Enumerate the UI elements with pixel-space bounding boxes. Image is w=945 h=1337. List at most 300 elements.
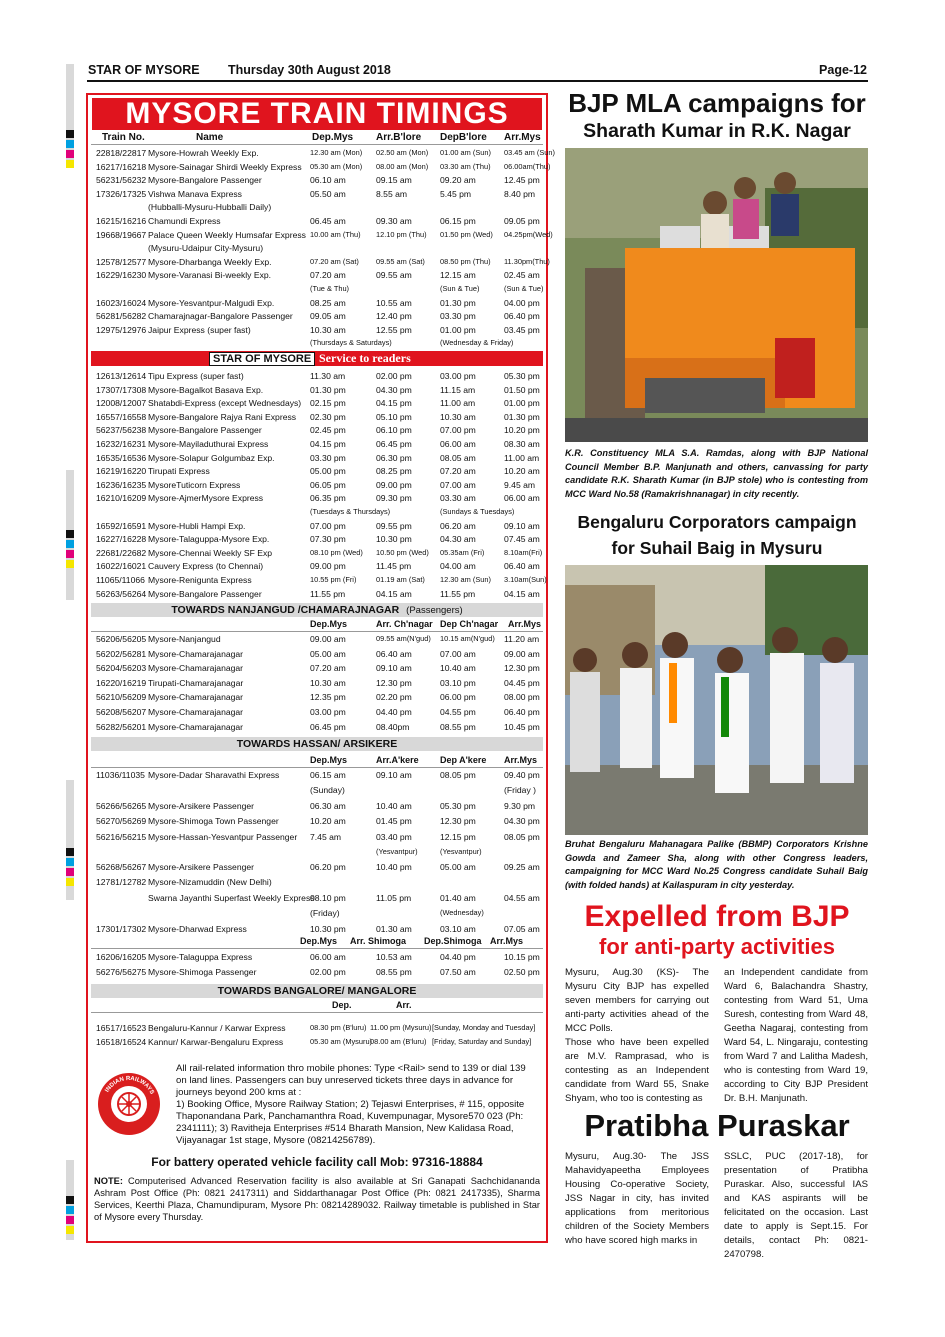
divider: [91, 767, 543, 768]
time-3: 07.00 am: [440, 648, 476, 659]
time-1: 06.15 am: [310, 770, 346, 780]
train-name: Tirupati Express: [148, 466, 210, 477]
train-row: [88, 256, 550, 270]
time-4: 02.45 am: [504, 270, 540, 281]
time-2: 02.00 pm: [376, 371, 412, 381]
time-2: 11.00 pm (Mysuru): [370, 1023, 432, 1032]
time-3: 08.05 pm: [440, 770, 476, 780]
time-4: 04.45 pm: [504, 677, 540, 688]
column-header: Arr.Mys: [504, 755, 538, 765]
time-1: 06.10 am: [310, 175, 346, 186]
time-4: 05.30 pm: [504, 371, 540, 381]
time-1: 08.30 pm (B'luru): [310, 1023, 367, 1032]
time-3: 04.40 pm: [440, 952, 476, 962]
time-1: 09.00 pm: [310, 561, 346, 572]
ramdas-campaign-photo: [565, 148, 868, 442]
issue-date: Thursday 30th August 2018: [228, 63, 391, 77]
train-row: [88, 832, 546, 845]
time-1: (Tuesdays & Thursdays): [310, 507, 391, 516]
train-number: 16219/16220: [96, 466, 147, 477]
column-header: Dep.: [332, 1000, 352, 1010]
time-3: 05.35am (Fri): [440, 547, 485, 557]
time-1: 02.30 pm: [310, 411, 346, 422]
train-row: [88, 216, 546, 229]
reservation-note: [94, 1175, 540, 1223]
train-row: [88, 952, 546, 965]
column-header: Arr. Ch'nagar: [376, 619, 433, 629]
train-timings-title: MYSORE TRAIN TIMINGS: [92, 98, 542, 130]
time-3: 11.15 am: [440, 384, 476, 395]
train-number: 11036/11035: [96, 770, 145, 780]
train-row: [88, 692, 546, 705]
time-2: 06.30 pm: [376, 452, 412, 463]
train-name: (Mysuru-Udaipur City-Mysuru): [148, 243, 264, 254]
train-name: Mysore-Shimoga Town Passenger: [148, 816, 279, 826]
time-1: 07.30 pm: [310, 534, 346, 545]
color-swatch: [66, 550, 74, 558]
time-4: 04.00 pm: [504, 297, 540, 308]
time-2: 10.40 am: [376, 801, 412, 811]
story3-headline-1: Expelled from BJP: [584, 900, 850, 933]
time-3: 07.00 am: [440, 479, 476, 490]
time-2: 12.40 pm: [376, 311, 412, 322]
time-3: 12.30 am (Sun): [440, 575, 491, 584]
train-number: 16210/16209: [96, 493, 147, 504]
time-3: 03.10 am: [440, 924, 476, 934]
train-name: Mysore-Bangalore Rajya Rani Express: [148, 411, 297, 422]
time-1: (Sunday): [310, 785, 345, 795]
train-number: 56231/56232: [96, 175, 147, 186]
time-1: 09.05 am: [310, 311, 346, 322]
time-3: 06.00 pm: [440, 692, 476, 703]
color-swatch: [66, 130, 74, 138]
train-row: [88, 862, 546, 875]
train-number: 56266/56265: [96, 801, 147, 811]
train-name: Mysore-Nanjangud: [148, 634, 221, 644]
time-1: 02.00 pm: [310, 967, 346, 977]
emblem-text: INDIAN RAILWAYS: [104, 1075, 155, 1096]
train-number: 56210/56209: [96, 692, 147, 703]
time-3: 04.55 pm: [440, 707, 476, 717]
nanjangud-section-title: TOWARDS NANJANGUD /CHAMARAJNAGAR (Passengers): [91, 603, 543, 617]
color-swatch: [66, 868, 74, 876]
time-4: (Friday ): [504, 785, 536, 795]
train-number: 16236/16235: [96, 479, 147, 490]
time-2: (Yesvantpur): [376, 847, 418, 856]
train-row: [88, 243, 546, 256]
time-4: 8.10am(Fri): [504, 547, 543, 557]
column-header: Dep Ch'nagar: [440, 619, 499, 629]
train-number: 17307/17308: [96, 384, 147, 395]
train-name: Vishwa Manava Express: [148, 188, 242, 199]
time-4: 09.10 am: [504, 520, 540, 531]
column-header: Name: [196, 132, 224, 143]
time-3: 08.05 am: [440, 452, 476, 463]
column-header: Dep A'kere: [440, 755, 487, 765]
divider: [91, 144, 543, 145]
train-name: Tipu Express (super fast): [148, 371, 244, 381]
column-header: DepB'lore: [440, 132, 487, 143]
story1-headline-1: BJP MLA campaigns for: [568, 88, 866, 118]
time-1: 06.45 pm: [310, 721, 346, 732]
time-3: 01.40 am: [440, 893, 476, 903]
rail-info-para-1: All rail-related information thro mobile phones: Type <Rail> send to 139 or dial 139 on land lines. Passengers can buy unreserved tickets three days in advance for journeys beyond 200 kms at :: [176, 1063, 526, 1098]
train-name: Mysore-AjmerMysore Express: [148, 493, 264, 504]
time-1: 05.30 am (Mon): [310, 161, 363, 171]
train-name: Shatabdi-Express (except Wednesdays): [148, 398, 302, 409]
bangalore-section-title: TOWARDS BANGALORE/ MANGALORE: [91, 984, 543, 998]
story3-headline-2: for anti-party activities: [599, 934, 835, 959]
train-name: Mysore-Bangalore Passenger: [148, 588, 262, 599]
time-4: 10.45 pm: [504, 721, 540, 732]
train-row: [88, 908, 546, 921]
time-2: 08.40pm: [376, 721, 410, 732]
column-header: Train No.: [102, 132, 145, 143]
story4-headline: Pratibha Puraskar: [584, 1108, 850, 1143]
train-name: Kannur/ Karwar-Bengaluru Express: [148, 1037, 284, 1047]
train-row: [88, 202, 546, 215]
train-row: [88, 148, 555, 161]
time-2: 12.30 pm: [376, 677, 412, 688]
train-row: [88, 521, 546, 534]
train-row: [88, 480, 546, 493]
time-1: 06.05 pm: [310, 479, 346, 490]
train-row: [88, 589, 546, 602]
color-swatch: [66, 1226, 74, 1234]
time-2: 04.15 am: [376, 588, 412, 599]
train-number: 12008/12007: [96, 398, 147, 409]
column-header: Dep.Mys: [300, 936, 338, 946]
column-header: Arr.Mys: [508, 619, 542, 629]
time-4: 08.00 pm: [504, 692, 540, 703]
time-4: 07.05 am: [504, 924, 540, 934]
time-3: 03.30 pm: [440, 311, 476, 322]
train-row: [88, 534, 546, 547]
time-1: 05.30 am (Mysuru): [310, 1037, 373, 1046]
train-row: [88, 548, 546, 561]
color-swatch: [66, 878, 74, 886]
train-number: 16592/16591: [96, 520, 147, 531]
train-name: MysoreTuticorn Express: [148, 479, 241, 490]
train-name: Swarna Jayanthi Superfast Weekly Express: [148, 893, 315, 903]
time-2: 02.50 am (Mon): [376, 148, 429, 157]
time-2: 09.55 pm: [376, 520, 412, 531]
time-3: 03.10 pm: [440, 677, 476, 688]
train-name: Mysore-Chamarajanagar: [148, 692, 244, 703]
train-name: Mysore-Bangalore Passenger: [148, 425, 262, 436]
time-2: 10.30 pm: [376, 534, 412, 545]
time-4: 01.30 pm: [504, 411, 540, 422]
train-number: 17301/17302: [96, 924, 147, 934]
time-1: (Friday): [310, 908, 340, 918]
page-number: Page-12: [819, 63, 867, 77]
train-name: Mysore-Chamarajanagar: [148, 663, 244, 674]
train-name: Mysore-Arsikere Passenger: [148, 862, 255, 872]
time-3: 06.15 pm: [440, 216, 476, 226]
train-number: 56237/56238: [96, 425, 147, 436]
time-2: 11.45 pm: [376, 561, 412, 572]
story3-column-2: an Independent candidate from Ward 6, Balachandra Shastry, contesting from Ward 51, Uma Suresh, contesting from Ward 48, Geetha Nagaraj, contesting from Ward 54, L. Ningaraju, contesting from Ward 7 and Lalitha Madesh, who is contesting from Ward 19, according to City BJP President Dr. B.H. Manjunath.: [724, 967, 868, 1104]
time-3: (Yesvantpur): [440, 847, 482, 856]
story2-headline-2: for Suhail Baig in Mysuru: [611, 538, 823, 558]
time-2: 8.55 am: [376, 188, 408, 199]
train-timings-box: [86, 93, 555, 1243]
train-row: [88, 175, 546, 188]
train-number: 56282/56201: [96, 721, 147, 732]
time-1: (Tue & Thu): [310, 284, 350, 293]
time-3: 10.30 am: [440, 411, 476, 422]
time-1: 07.20 am: [310, 270, 346, 281]
train-row: [88, 678, 546, 691]
train-number: 56281/56282: [96, 311, 147, 322]
time-2: 09.55 am (Sat): [376, 256, 425, 266]
time-3: 07.20 am: [440, 466, 476, 477]
time-3: 01.00 pm: [440, 324, 476, 335]
time-2: 06.10 pm: [376, 425, 412, 436]
train-row: [88, 493, 546, 506]
indian-railways-emblem: [98, 1073, 160, 1135]
train-name: Mysore-Dharwad Express: [148, 924, 247, 934]
star-of-mysore-logo: STAR OF MYSORE: [209, 352, 315, 366]
train-number: 12975/12976: [96, 324, 147, 335]
time-3: (Sun & Tue): [440, 284, 480, 293]
time-1: 06.30 am: [310, 801, 346, 811]
story3-column-1: Mysuru, Aug.30 (KS)- The Mysuru City BJP has expelled seven members for carrying out anti-party activities ahead of the MCC Polls. Those who have been expelled are M.V. Ramprasad, who is contesting as an Independent candidate from Ward 55, Snake Shyam, who too is contesting as: [565, 967, 709, 1104]
time-4: 03.45 am (Sun): [504, 148, 555, 157]
train-row: [88, 466, 546, 479]
color-swatch: [66, 1196, 74, 1204]
service-banner: [91, 351, 543, 366]
time-2: 04.15 pm: [376, 398, 412, 409]
time-1: 10.00 am (Thu): [310, 229, 361, 239]
time-1: (Thursdays & Saturdays): [310, 338, 392, 348]
time-2: 09.55 am(N'gud): [376, 634, 431, 643]
time-1: 03.00 pm: [310, 707, 346, 717]
time-4: 03.45 pm: [504, 324, 540, 335]
time-3: 10.15 am(N'gud): [440, 634, 495, 643]
time-1: 02.15 pm: [310, 398, 346, 409]
time-4: 11.30pm(Thu): [504, 256, 550, 266]
hassan-section-title: TOWARDS HASSAN/ ARSIKERE: [91, 737, 543, 751]
train-number: 56216/56215: [96, 832, 147, 842]
time-2: 11.05 pm: [376, 893, 412, 903]
train-row: [88, 722, 546, 735]
time-1: 08.10 pm (Wed): [310, 547, 363, 557]
time-1: 10.20 am: [310, 816, 346, 826]
time-4: 06.00am(Thu): [504, 161, 551, 171]
time-4: 10.20 pm: [504, 425, 540, 436]
service-text: Service to readers: [319, 351, 411, 365]
train-row: [88, 311, 546, 324]
train-row: [88, 877, 546, 890]
train-name: Mysore-Varanasi Bi-weekly Exp.: [148, 270, 272, 281]
train-number: 16232/16231: [96, 439, 147, 449]
time-3: 03.30 am (Thu): [440, 161, 491, 171]
note-label: NOTE:: [94, 1176, 123, 1186]
time-4: 04.55 am: [504, 893, 540, 903]
time-4: 01.00 pm: [504, 398, 540, 409]
page-header: [87, 60, 868, 82]
time-1: 11.30 am: [310, 371, 346, 381]
divider: [91, 948, 543, 949]
time-3: 01.30 pm: [440, 297, 476, 308]
time-1: 10.30 am: [310, 324, 346, 335]
time-2: 12.10 pm (Thu): [376, 229, 427, 239]
time-4: 06.40 pm: [504, 311, 540, 322]
train-number: 16206/16205: [96, 952, 147, 962]
paper-name: STAR OF MYSORE: [88, 63, 200, 77]
time-3: 07.50 am: [440, 967, 476, 977]
time-3: 07.00 pm: [440, 425, 476, 436]
train-name: Mysore-Bangalore Passenger: [148, 175, 262, 186]
train-row: [88, 785, 546, 798]
time-3: 09.20 am: [440, 175, 476, 186]
time-3: 01.00 am (Sun): [440, 148, 491, 157]
time-1: 07.20 am (Sat): [310, 256, 359, 266]
time-4: 06.00 am: [504, 493, 540, 504]
time-1: 10.30 pm: [310, 924, 346, 934]
train-name: Mysore-Mayiladuthurai Express: [148, 439, 269, 449]
column-header: Arr.A'kere: [376, 755, 419, 765]
train-row: [88, 398, 546, 411]
column-header: Dep.Mys: [310, 619, 348, 629]
time-3: 12.15 am: [440, 270, 476, 281]
train-row: [88, 425, 546, 438]
registration-strip-top: [66, 64, 74, 164]
time-1: 07.00 pm: [310, 520, 346, 531]
train-number: 19668/19667: [96, 229, 147, 240]
time-3: 04.00 am: [440, 561, 476, 572]
train-row: [88, 284, 546, 297]
time-2: 05.10 pm: [376, 411, 412, 422]
time-3: 11.55 pm: [440, 588, 476, 599]
train-name: Mysore-Hubli Hampi Exp.: [148, 520, 246, 531]
time-3: [Friday, Saturday and Sunday]: [432, 1037, 532, 1046]
time-3: 06.20 am: [440, 520, 476, 531]
time-3: 5.45 pm: [440, 188, 472, 199]
time-3: (Wednesday & Friday): [440, 338, 514, 348]
train-number: 16023/16024: [96, 297, 147, 308]
time-4: 10.20 am: [504, 466, 540, 477]
train-row: [88, 412, 546, 425]
train-number: 16217/16218: [96, 161, 147, 172]
time-1: 04.15 pm: [310, 439, 346, 449]
time-2: 04.40 pm: [376, 707, 412, 717]
train-name: Chamarajnagar-Bangalore Passenger: [148, 311, 293, 322]
time-2: 02.20 pm: [376, 692, 412, 703]
time-2: 09.55 am: [376, 270, 412, 281]
time-1: 01.30 pm: [310, 384, 346, 395]
time-4: 09.40 pm: [504, 770, 540, 780]
train-name: Mysore-Chennai Weekly SF Exp: [148, 547, 273, 558]
divider: [91, 1012, 543, 1013]
time-1: 05.50 am: [310, 188, 346, 199]
train-name: Mysore-Yesvantpur-Malgudi Exp.: [148, 297, 275, 308]
train-number: 16517/16523: [96, 1023, 147, 1033]
train-row: [88, 801, 546, 814]
color-swatch: [66, 140, 74, 148]
time-3: 04.30 am: [440, 534, 476, 545]
time-4: 08.30 am: [504, 439, 540, 449]
column-header: Arr.Mys: [490, 936, 524, 946]
suhail-baig-campaign-photo: [565, 565, 868, 835]
train-number: 12613/12614: [96, 371, 147, 381]
story4-column-2: SSLC, PUC (2017-18), for presentation of Pratibha Puraskar. Also, successful IAS and KAS aspirants will be felicitated on the occasion. Last date to apply is Sept.15. For details, contact Ph: 0821-2470798.: [724, 1151, 868, 1260]
train-name: Jaipur Express (super fast): [148, 324, 251, 335]
time-2: 01.30 am: [376, 924, 412, 934]
train-number: 22818/22817: [96, 148, 147, 158]
train-row: [88, 453, 546, 466]
train-row: [88, 439, 546, 452]
time-1: 06.45 am: [310, 216, 346, 226]
train-row: [88, 967, 546, 980]
train-number: 16557/16558: [96, 411, 147, 422]
time-3: 08.55 pm: [440, 721, 476, 732]
time-4: 06.40 pm: [504, 707, 540, 717]
time-3: 03.30 am: [440, 493, 476, 504]
train-row: [88, 893, 546, 906]
train-number: 56270/56269: [96, 816, 147, 826]
color-swatch: [66, 160, 74, 168]
train-name: Mysore-Dadar Sharavathi Express: [148, 770, 280, 780]
train-number: 56206/56205: [96, 634, 147, 644]
time-3: 06.00 am: [440, 439, 476, 449]
color-swatch: [66, 1206, 74, 1214]
time-2: 10.40 pm: [376, 862, 412, 872]
train-number: 12578/12577: [96, 256, 147, 267]
train-name: Mysore-Talaguppa-Mysore Exp.: [148, 534, 270, 545]
color-swatch: [66, 560, 74, 568]
train-row: [88, 770, 546, 783]
time-3: [Sunday, Monday and Tuesday]: [432, 1023, 536, 1032]
train-name: (Hubballi-Mysuru-Hubballi Daily): [148, 202, 272, 213]
time-4: 08.05 pm: [504, 832, 540, 842]
time-2: 10.50 pm (Wed): [376, 547, 429, 557]
train-row: [88, 634, 546, 647]
time-4: 02.50 pm: [504, 967, 540, 977]
time-2: 09.15 am: [376, 175, 412, 186]
train-number: 12781/12782: [96, 877, 147, 887]
train-number: 56263/56264: [96, 588, 147, 599]
time-4: 04.15 am: [504, 588, 540, 599]
train-name: Mysore-Arsikere Passenger: [148, 801, 255, 811]
time-4: (Sun & Tue): [504, 284, 544, 293]
time-3: 12.30 pm: [440, 816, 476, 826]
time-3: (Sundays & Tuesdays): [440, 507, 515, 516]
train-number: 56276/56275: [96, 967, 147, 977]
train-name: Mysore-Solapur Golgumbaz Exp.: [148, 452, 275, 463]
time-1: 10.30 am: [310, 677, 346, 688]
time-2: 10.53 am: [376, 952, 412, 962]
train-number: 56268/56267: [96, 862, 147, 872]
time-1: 08.25 am: [310, 297, 346, 308]
time-3: 08.50 pm (Thu): [440, 256, 491, 266]
color-swatch: [66, 150, 74, 158]
train-number: 56208/56207: [96, 707, 147, 717]
time-4: 04.30 pm: [504, 816, 540, 826]
train-number: 16229/16230: [96, 270, 147, 281]
time-2: 09.10 am: [376, 663, 412, 674]
time-2: 09.10 am: [376, 770, 412, 780]
train-row: [88, 189, 546, 202]
train-name: Mysore-Chamarajanagar: [148, 648, 244, 659]
train-name: Mysore-Sainagar Shirdi Weekly Express: [148, 161, 302, 172]
train-row: [88, 385, 546, 398]
train-name: Chamundi Express: [148, 216, 221, 226]
train-row: [88, 161, 551, 175]
train-number: 16215/16216: [96, 216, 147, 226]
time-2: 09.30 pm: [376, 493, 412, 504]
